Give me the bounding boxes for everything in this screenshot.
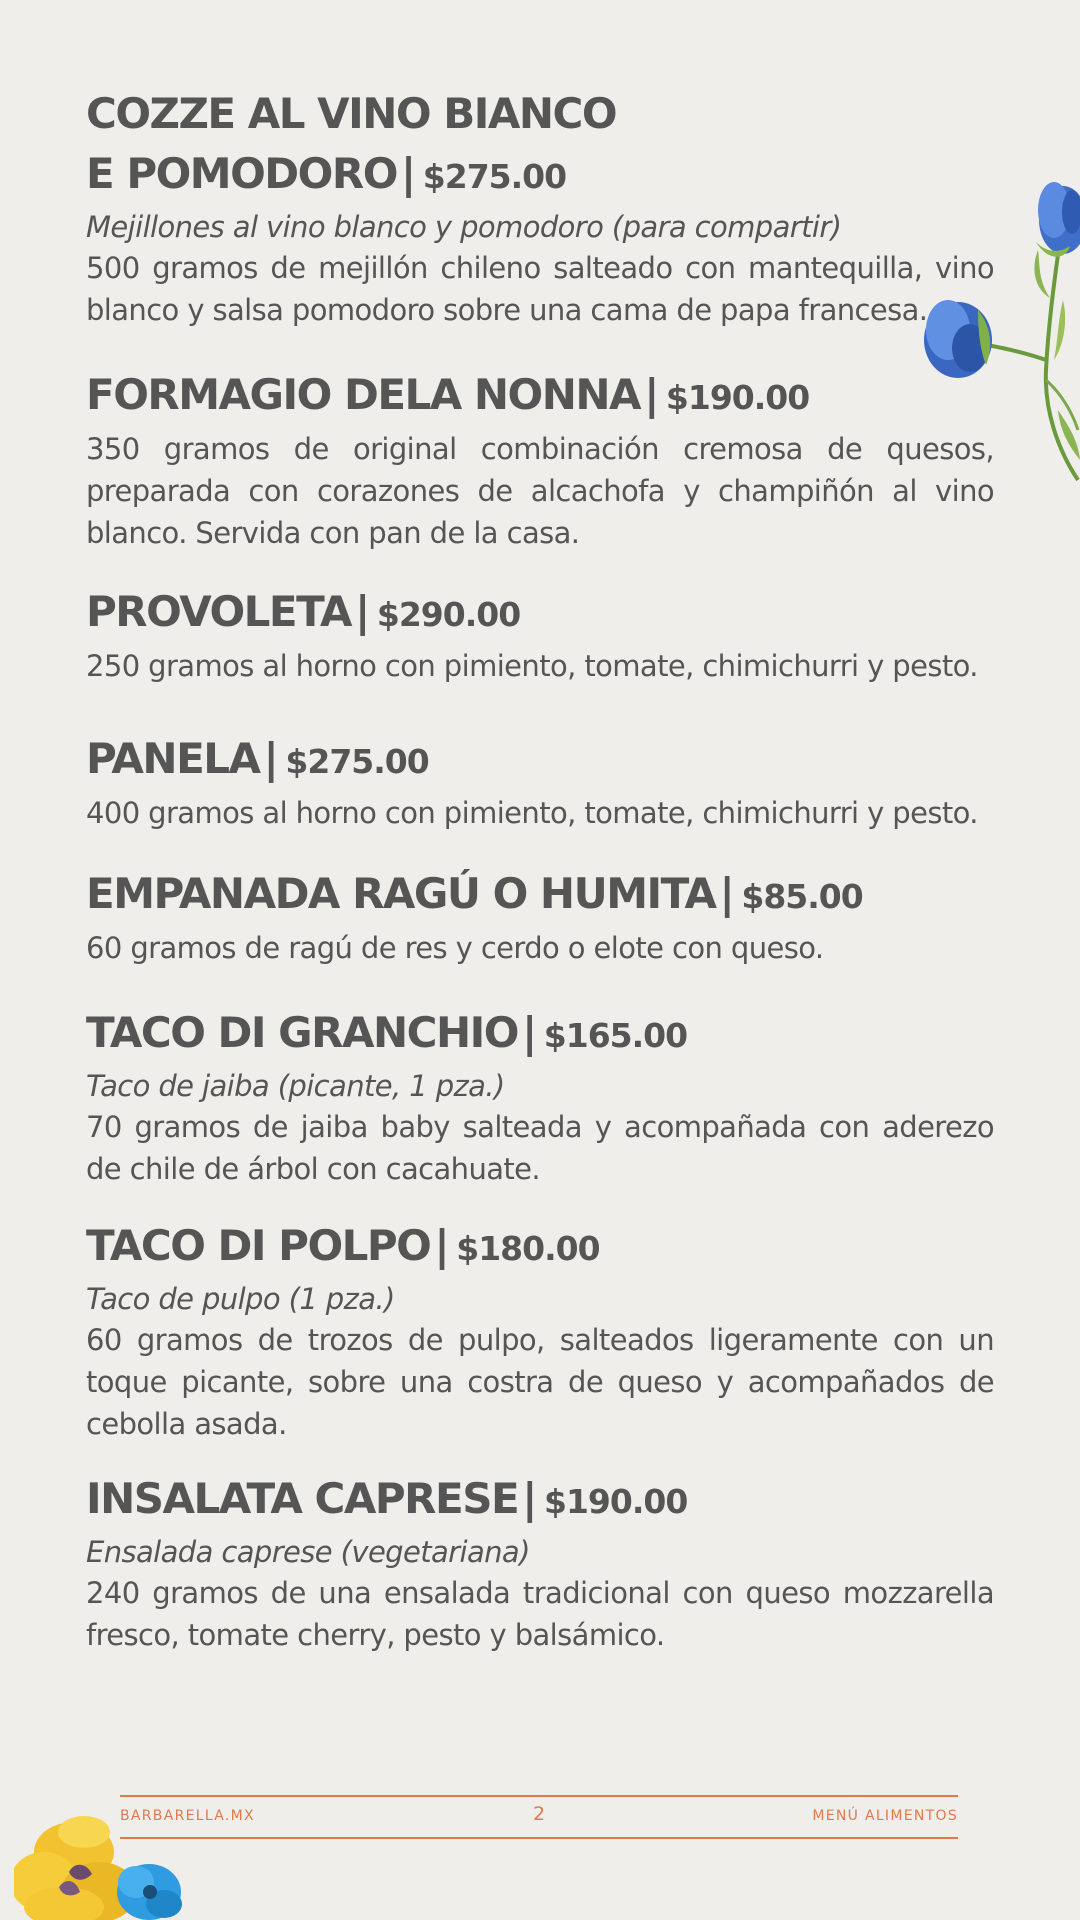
- footer-website: BARBARELLA.MX: [120, 1808, 255, 1824]
- title-separator: |: [521, 1008, 536, 1057]
- menu-item-taco-polpo: [86, 1216, 994, 1445]
- item-price: $275.00: [285, 742, 429, 781]
- item-description: 400 gramos al horno con pimiento, tomate, chimichurri y pesto.: [86, 796, 978, 830]
- item-name: PANELA: [86, 734, 260, 783]
- menu-item-empanada: [86, 864, 994, 969]
- menu-item-taco-granchio: [86, 1003, 994, 1190]
- page-number: 2: [532, 1803, 546, 1825]
- item-name: INSALATA CAPRESE: [86, 1474, 519, 1523]
- page-footer: [120, 1795, 958, 1839]
- title-separator: |: [263, 734, 278, 783]
- yellow-blue-flower-illustration: [14, 1812, 194, 1920]
- item-title: [86, 1469, 994, 1532]
- title-separator: |: [719, 869, 734, 918]
- menu-content: [86, 84, 994, 1656]
- menu-item-provoleta: [86, 582, 994, 687]
- item-title: [86, 1003, 994, 1066]
- footer-section-title: MENÚ ALIMENTOS: [812, 1808, 958, 1824]
- item-subtitle: Taco de pulpo (1 pza.): [86, 1282, 395, 1316]
- item-name: FORMAGIO DELA NONNA: [86, 370, 641, 419]
- menu-item-insalata-caprese: [86, 1469, 994, 1656]
- item-price: $190.00: [665, 378, 810, 417]
- item-description: 500 gramos de mejillón chileno salteado con mantequilla, vino blanco y salsa pomodoro sobre una cama de papa francesa.: [86, 251, 994, 327]
- item-subtitle: Ensalada caprese (vegetariana): [86, 1535, 530, 1569]
- item-description: 70 gramos de jaiba baby salteada y acompañada con aderezo de chile de árbol con cacahuate.: [86, 1110, 994, 1186]
- menu-item-formagio: [86, 365, 994, 554]
- item-name-line1: COZZE AL VINO BIANCO: [86, 89, 617, 138]
- title-separator: |: [522, 1474, 536, 1523]
- item-price: $180.00: [456, 1229, 600, 1268]
- item-description: 240 gramos de una ensalada tradicional con queso mozzarella fresco, tomate cherry, pesto y balsámico.: [86, 1576, 994, 1652]
- menu-item-cozze: [86, 84, 994, 331]
- title-separator: |: [434, 1221, 449, 1270]
- item-price: $85.00: [741, 877, 863, 916]
- menu-item-panela: [86, 729, 994, 834]
- item-title: [86, 365, 994, 428]
- item-name: PROVOLETA: [86, 587, 352, 636]
- item-name: TACO DI GRANCHIO: [86, 1008, 518, 1057]
- item-description: 250 gramos al horno con pimiento, tomate, chimichurri y pesto.: [86, 649, 978, 683]
- item-name: TACO DI POLPO: [86, 1221, 431, 1270]
- item-price: $290.00: [376, 595, 521, 634]
- item-price: $165.00: [543, 1016, 688, 1055]
- item-subtitle: Mejillones al vino blanco y pomodoro (para compartir): [86, 210, 842, 244]
- item-name: EMPANADA RAGÚ O HUMITA: [86, 869, 716, 918]
- item-subtitle: Taco de jaiba (picante, 1 pza.): [86, 1069, 505, 1103]
- item-title: [86, 84, 994, 207]
- item-description: 60 gramos de ragú de res y cerdo o elote con queso.: [86, 931, 824, 965]
- title-separator: |: [644, 370, 658, 419]
- title-separator: |: [400, 149, 415, 198]
- item-price: $275.00: [422, 157, 567, 196]
- item-description: 350 gramos de original combinación cremosa de quesos, preparada con corazones de alcachofa y champiñón al vino blanco. Servida con pan de la casa.: [86, 432, 994, 550]
- item-title: [86, 864, 994, 927]
- item-title: [86, 729, 994, 792]
- item-price: $190.00: [543, 1482, 688, 1521]
- title-separator: |: [355, 587, 369, 636]
- item-title: [86, 1216, 994, 1279]
- item-description: 60 gramos de trozos de pulpo, salteados ligeramente con un toque picante, sobre una costra de queso y acompañados de cebolla asada.: [86, 1323, 994, 1441]
- item-name: E POMODORO: [86, 149, 397, 198]
- item-title: [86, 582, 994, 645]
